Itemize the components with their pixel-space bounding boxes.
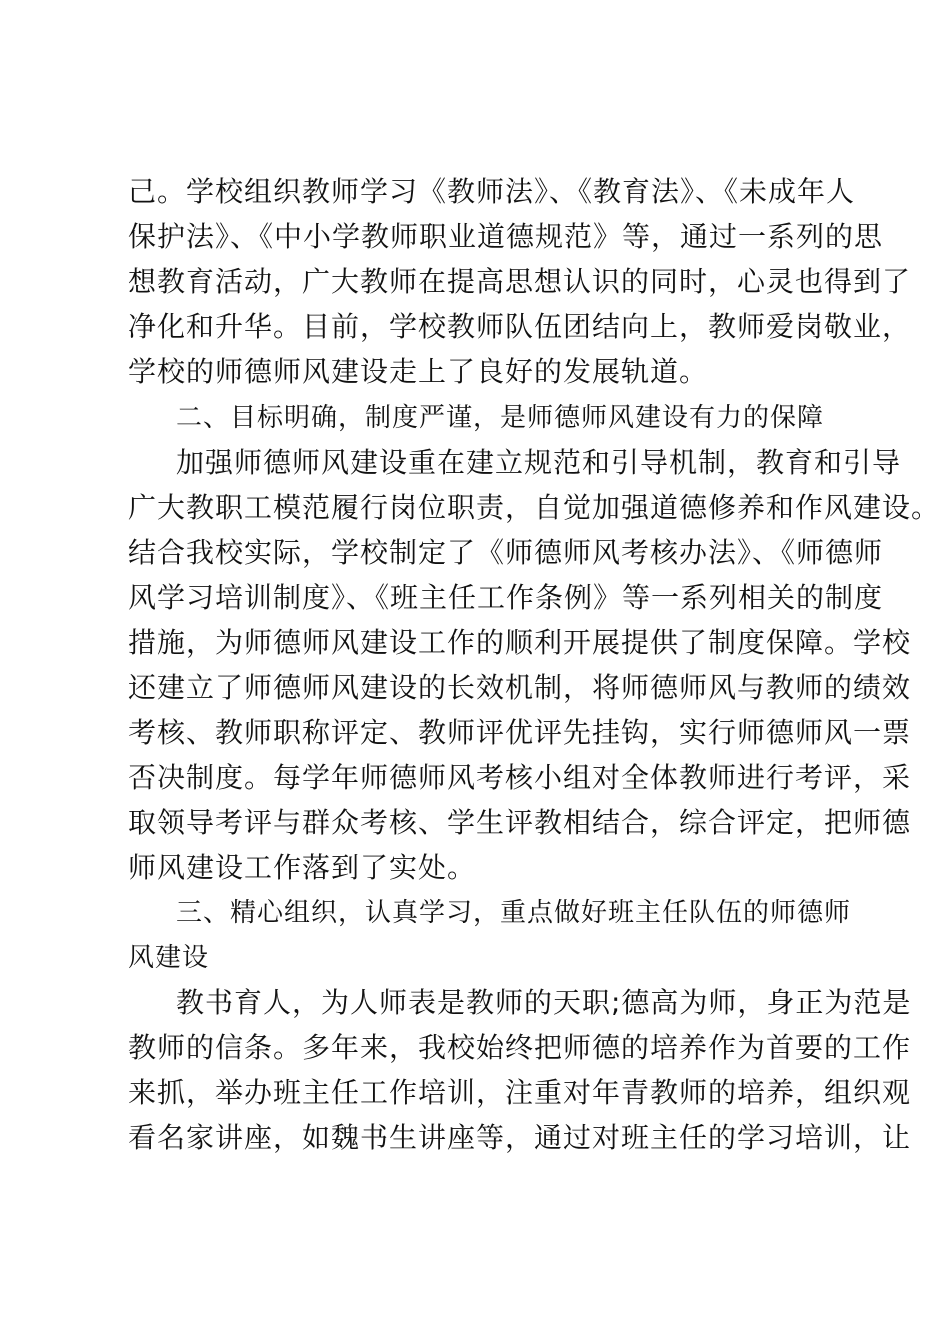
paragraph-line: 加强师德师风建设重在建立规范和引导机制，教育和引导 bbox=[176, 446, 902, 479]
paragraph-line: 想教育活动，广大教师在提高思想认识的同时，心灵也得到了 bbox=[128, 265, 912, 298]
paragraph-line: 看名家讲座，如魏书生讲座等，通过对班主任的学习培训，让 bbox=[128, 1121, 912, 1154]
paragraph-line: 结合我校实际，学校制定了《师德师风考核办法》、《师德师 bbox=[128, 536, 884, 569]
paragraph-line: 教书育人，为人师表是教师的天职;德高为师，身正为范是 bbox=[176, 986, 912, 1019]
paragraph-line: 否决制度。每学年师德师风考核小组对全体教师进行考评，采 bbox=[128, 761, 912, 794]
section-heading-continued: 风建设 bbox=[128, 943, 210, 973]
paragraph-line: 保护法》、《中小学教师职业道德规范》等，通过一系列的思 bbox=[128, 220, 884, 253]
paragraph-line: 广大教职工模范履行岗位职责，自觉加强道德修养和作风建设。 bbox=[128, 491, 941, 524]
paragraph-line: 风学习培训制度》、《班主任工作条例》等一系列相关的制度 bbox=[128, 581, 884, 614]
section-heading: 二、目标明确，制度严谨，是师德师风建设有力的保障 bbox=[176, 403, 825, 433]
paragraph-line: 学校的师德师风建设走上了良好的发展轨道。 bbox=[128, 355, 709, 388]
paragraph-line: 来抓，举办班主任工作培训，注重对年青教师的培养，组织观 bbox=[128, 1076, 912, 1109]
paragraph-line: 还建立了师德师风建设的长效机制，将师德师风与教师的绩效 bbox=[128, 671, 912, 704]
paragraph-line: 考核、教师职称评定、教师评优评先挂钩，实行师德师风一票 bbox=[128, 716, 912, 749]
paragraph-line: 己。学校组织教师学习《教师法》、《教育法》、《未成年人 bbox=[128, 175, 856, 208]
paragraph-line: 教师的信条。多年来，我校始终把师德的培养作为首要的工作 bbox=[128, 1031, 912, 1064]
paragraph-line: 措施，为师德师风建设工作的顺利开展提供了制度保障。学校 bbox=[128, 626, 912, 659]
paragraph-line: 净化和升华。目前，学校教师队伍团结向上，教师爱岗敬业， bbox=[128, 310, 912, 343]
section-heading: 三、精心组织，认真学习，重点做好班主任队伍的师德师 bbox=[176, 898, 852, 928]
paragraph-line: 取领导考评与群众考核、学生评教相结合，综合评定，把师德 bbox=[128, 806, 912, 839]
paragraph-line: 师风建设工作落到了实处。 bbox=[128, 851, 477, 884]
